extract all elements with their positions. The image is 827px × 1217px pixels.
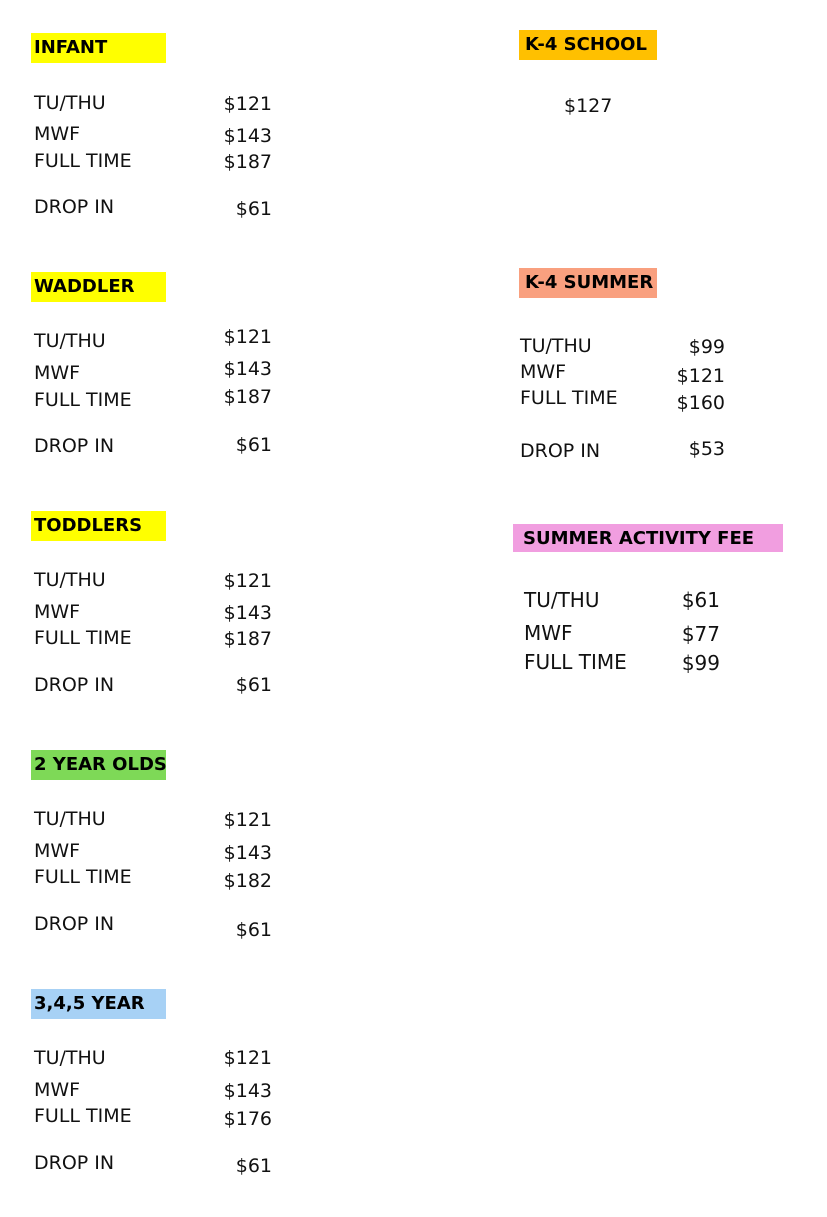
infant-full-time-price: $187 [223,151,272,173]
two-year-olds-drop-in-price: $61 [235,919,272,941]
three-four-five-year-drop-in-label: DROP IN [34,1152,115,1174]
three-four-five-year-full-time-label: FULL TIME [34,1105,132,1127]
two-year-olds-drop-in-label: DROP IN [34,913,115,935]
infant-mwf-price: $143 [223,125,272,147]
three-four-five-year-full-time-price: $176 [223,1108,272,1130]
summer-activity-fee-tu-thu-price: $61 [681,588,720,612]
two-year-olds-full-time-label: FULL TIME [34,866,132,888]
toddlers-drop-in-label: DROP IN [34,674,115,696]
summer-activity-fee-mwf-price: $77 [681,622,720,646]
summer-activity-fee-mwf-label: MWF [524,621,573,645]
k4-summer-mwf-label: MWF [520,361,567,383]
infant-drop-in-label: DROP IN [34,196,115,218]
waddler-tu-thu-price: $121 [223,326,272,348]
toddlers-tu-thu-price: $121 [223,570,272,592]
infant-full-time-label: FULL TIME [34,150,132,172]
infant-drop-in-price: $61 [235,198,272,220]
toddlers-heading: TODDLERS [31,511,166,541]
toddlers-tu-thu-label: TU/THU [34,569,106,591]
two-year-olds-tu-thu-price: $121 [223,809,272,831]
three-four-five-year-mwf-price: $143 [223,1080,272,1102]
k4-summer-heading: K-4 SUMMER [519,268,657,298]
k4-school-price: $127 [564,95,613,117]
waddler-full-time-price: $187 [223,386,272,408]
waddler-mwf-label: MWF [34,362,81,384]
infant-heading: INFANT [31,33,166,63]
two-year-olds-tu-thu-label: TU/THU [34,808,106,830]
three-four-five-year-heading: 3,4,5 YEAR [31,989,166,1019]
three-four-five-year-drop-in-price: $61 [235,1155,272,1177]
three-four-five-year-mwf-label: MWF [34,1079,81,1101]
k4-summer-mwf-price: $121 [676,365,725,387]
waddler-heading: WADDLER [31,272,166,302]
infant-mwf-label: MWF [34,123,81,145]
k4-summer-drop-in-label: DROP IN [520,440,601,462]
infant-tu-thu-price: $121 [223,93,272,115]
toddlers-full-time-price: $187 [223,628,272,650]
waddler-drop-in-price: $61 [235,434,272,456]
k4-summer-full-time-label: FULL TIME [520,387,618,409]
waddler-drop-in-label: DROP IN [34,435,115,457]
summer-activity-fee-full-time-label: FULL TIME [524,650,627,674]
three-four-five-year-tu-thu-price: $121 [223,1047,272,1069]
two-year-olds-mwf-label: MWF [34,840,81,862]
toddlers-drop-in-price: $61 [235,674,272,696]
two-year-olds-mwf-price: $143 [223,842,272,864]
k4-summer-tu-thu-price: $99 [688,336,725,358]
waddler-mwf-price: $143 [223,358,272,380]
k4-summer-tu-thu-label: TU/THU [520,335,592,357]
waddler-tu-thu-label: TU/THU [34,330,106,352]
infant-tu-thu-label: TU/THU [34,92,106,114]
waddler-full-time-label: FULL TIME [34,389,132,411]
k4-school-heading: K-4 SCHOOL [519,30,657,60]
two-year-olds-heading: 2 YEAR OLDS [31,750,166,780]
summer-activity-fee-full-time-price: $99 [681,651,720,675]
toddlers-mwf-label: MWF [34,601,81,623]
k4-summer-full-time-price: $160 [676,392,725,414]
two-year-olds-full-time-price: $182 [223,870,272,892]
toddlers-full-time-label: FULL TIME [34,627,132,649]
k4-summer-drop-in-price: $53 [688,438,725,460]
summer-activity-fee-tu-thu-label: TU/THU [524,588,600,612]
toddlers-mwf-price: $143 [223,602,272,624]
three-four-five-year-tu-thu-label: TU/THU [34,1047,106,1069]
summer-activity-fee-heading: SUMMER ACTIVITY FEE [513,524,783,552]
